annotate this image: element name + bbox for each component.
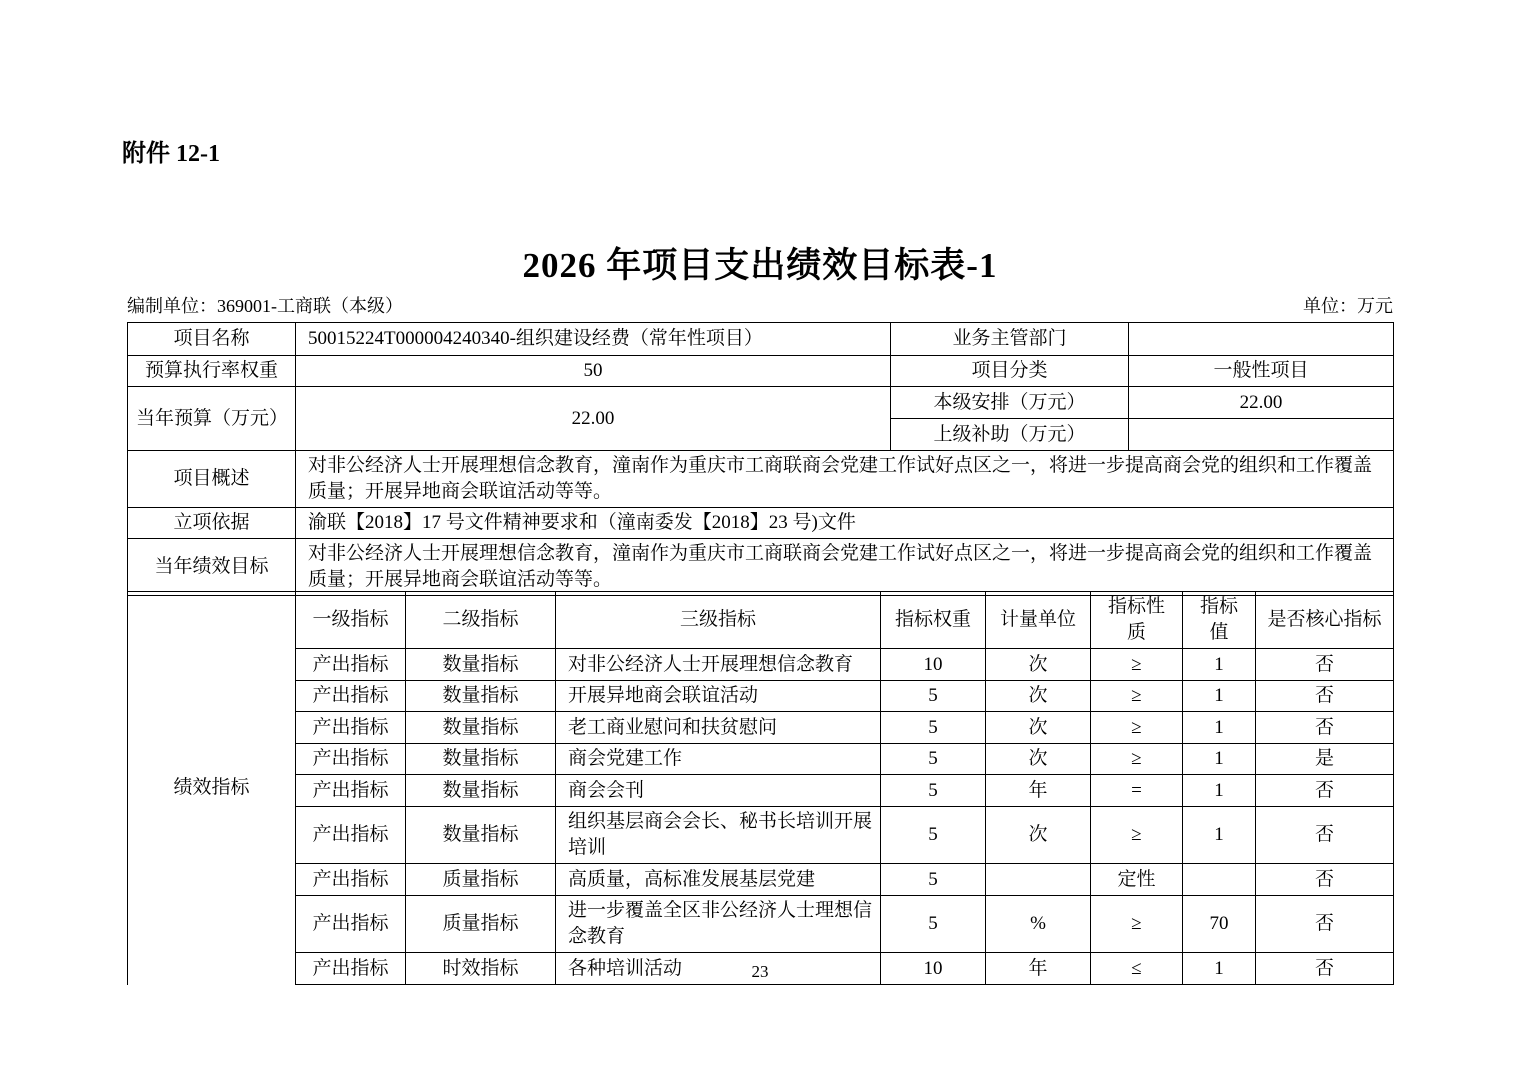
dept-value-cell (1129, 323, 1394, 356)
indicator-cell-level2: 数量指标 (406, 807, 556, 864)
local-arrange-value-cell: 22.00 (1129, 387, 1394, 419)
indicator-cell-weight: 5 (881, 744, 986, 775)
indicator-cell-value: 1 (1183, 681, 1256, 712)
basis-value-cell: 渝联【2018】17 号文件精神要求和（潼南委发【2018】23 号)文件 (296, 508, 1394, 539)
indicator-cell-level1: 产出指标 (296, 681, 406, 712)
header-cell-nature: 指标性质 (1091, 592, 1183, 649)
indicator-cell-level1: 产出指标 (296, 864, 406, 896)
indicator-cell-value: 70 (1183, 896, 1256, 953)
indicator-cell-level3: 进一步覆盖全区非公经济人士理想信念教育 (556, 896, 881, 953)
indicator-cell-level2: 数量指标 (406, 775, 556, 807)
indicator-cell-level3: 商会会刊 (556, 775, 881, 807)
upper-subsidy-label-cell: 上级补助（万元） (891, 419, 1129, 451)
budget-weight-label-cell: 预算执行率权重 (128, 356, 296, 387)
indicator-cell-nature: 定性 (1091, 864, 1183, 896)
upper-subsidy-value-cell (1129, 419, 1394, 451)
overview-label-cell: 项目概述 (128, 451, 296, 508)
project-name-label-cell: 项目名称 (128, 323, 296, 356)
header-cell-value: 指标值 (1183, 592, 1256, 649)
indicator-cell-nature: ≥ (1091, 744, 1183, 775)
page-number: 23 (751, 962, 769, 981)
indicator-cell-level1: 产出指标 (296, 896, 406, 953)
basis-label-cell: 立项依据 (128, 508, 296, 539)
indicator-row (128, 864, 1394, 896)
indicator-cell-weight: 5 (881, 807, 986, 864)
indicator-cell-nature: = (1091, 775, 1183, 807)
overview-value-cell: 对非公经济人士开展理想信念教育，潼南作为重庆市工商联商会党建工作试好点区之一，将进一步提高商会党的组织和工作覆盖质量；开展异地商会联谊活动等等。 (296, 451, 1394, 508)
indicator-cell-nature: ≥ (1091, 807, 1183, 864)
project-info-table (127, 322, 1394, 596)
indicator-row (128, 775, 1394, 807)
header-cell-core: 是否核心指标 (1256, 592, 1394, 649)
info-row-basis (128, 508, 1394, 539)
indicator-table (127, 591, 1394, 985)
indicator-cell-weight: 10 (881, 649, 986, 681)
indicator-cell-unit: 年 (986, 953, 1091, 985)
indicator-cell-level2: 质量指标 (406, 896, 556, 953)
header-cell-level1: 一级指标 (296, 592, 406, 649)
budget-weight-value-cell: 50 (296, 356, 891, 387)
indicator-cell-value: 1 (1183, 649, 1256, 681)
indicator-cell-unit: 次 (986, 681, 1091, 712)
indicator-cell-level3: 各种培训活动 (556, 953, 881, 985)
unit-note-label: 单位：万元 (1303, 296, 1393, 316)
header-cell-unit: 计量单位 (986, 592, 1091, 649)
indicator-row (128, 807, 1394, 864)
indicator-cell-unit: 次 (986, 807, 1091, 864)
indicator-cell-level3: 商会党建工作 (556, 744, 881, 775)
prepared-by-label: 编制单位：369001-工商联（本级） (127, 296, 403, 316)
indicator-cell-core: 否 (1256, 953, 1394, 985)
indicator-cell-weight: 5 (881, 864, 986, 896)
indicator-cell-level3: 老工商业慰问和扶贫慰问 (556, 712, 881, 744)
page-title: 2026 年项目支出绩效目标表-1 (522, 246, 998, 285)
indicator-cell-level1: 产出指标 (296, 953, 406, 985)
meta-row (127, 292, 1393, 318)
indicator-cell-core: 否 (1256, 807, 1394, 864)
indicator-row (128, 681, 1394, 712)
indicator-cell-core: 否 (1256, 681, 1394, 712)
indicator-section-label-cell: 绩效指标 (128, 592, 296, 985)
indicator-cell-unit: 次 (986, 712, 1091, 744)
indicator-cell-level1: 产出指标 (296, 649, 406, 681)
indicator-cell-weight: 10 (881, 953, 986, 985)
year-target-value-cell: 对非公经济人士开展理想信念教育，潼南作为重庆市工商联商会党建工作试好点区之一，将进一步提高商会党的组织和工作覆盖质量；开展异地商会联谊活动等等。 (296, 539, 1394, 596)
indicator-cell-level1: 产出指标 (296, 775, 406, 807)
indicator-cell-level1: 产出指标 (296, 807, 406, 864)
indicator-cell-nature: ≤ (1091, 953, 1183, 985)
info-row-project-name (128, 323, 1394, 356)
indicator-cell-core: 否 (1256, 864, 1394, 896)
indicator-row (128, 649, 1394, 681)
indicator-cell-unit: 次 (986, 649, 1091, 681)
indicator-cell-level2: 数量指标 (406, 681, 556, 712)
indicator-cell-weight: 5 (881, 712, 986, 744)
year-budget-value-cell: 22.00 (296, 387, 891, 451)
indicator-cell-value: 1 (1183, 953, 1256, 985)
indicator-cell-value: 1 (1183, 712, 1256, 744)
indicator-cell-value: 1 (1183, 807, 1256, 864)
indicator-cell-unit: 次 (986, 744, 1091, 775)
indicator-cell-nature: ≥ (1091, 712, 1183, 744)
header-cell-weight: 指标权重 (881, 592, 986, 649)
indicator-cell-nature: ≥ (1091, 896, 1183, 953)
indicator-cell-level2: 质量指标 (406, 864, 556, 896)
indicator-cell-unit (986, 864, 1091, 896)
indicator-cell-level2: 时效指标 (406, 953, 556, 985)
indicator-cell-nature: ≥ (1091, 649, 1183, 681)
local-arrange-label-cell: 本级安排（万元） (891, 387, 1129, 419)
year-target-label-cell: 当年绩效目标 (128, 539, 296, 596)
info-row-year-target (128, 539, 1394, 596)
indicator-cell-value: 1 (1183, 775, 1256, 807)
indicator-cell-level2: 数量指标 (406, 744, 556, 775)
indicator-cell-core: 否 (1256, 649, 1394, 681)
indicator-row (128, 896, 1394, 953)
indicator-cell-level2: 数量指标 (406, 649, 556, 681)
indicator-cell-core: 否 (1256, 896, 1394, 953)
indicator-cell-value (1183, 864, 1256, 896)
indicator-cell-unit: % (986, 896, 1091, 953)
indicator-cell-level3: 组织基层商会会长、秘书长培训开展培训 (556, 807, 881, 864)
attachment-label: 附件 12-1 (122, 141, 220, 167)
indicator-row (128, 744, 1394, 775)
indicator-cell-core: 否 (1256, 712, 1394, 744)
indicator-cell-level1: 产出指标 (296, 712, 406, 744)
category-label-cell: 项目分类 (891, 356, 1129, 387)
indicator-cell-value: 1 (1183, 744, 1256, 775)
indicator-cell-level2: 数量指标 (406, 712, 556, 744)
category-value-cell: 一般性项目 (1129, 356, 1394, 387)
indicator-header-row (128, 592, 1394, 649)
indicator-cell-level1: 产出指标 (296, 744, 406, 775)
header-cell-level3: 三级指标 (556, 592, 881, 649)
indicator-cell-weight: 5 (881, 896, 986, 953)
indicator-cell-core: 否 (1256, 775, 1394, 807)
indicator-cell-weight: 5 (881, 775, 986, 807)
indicator-cell-level3: 高质量，高标准发展基层党建 (556, 864, 881, 896)
indicator-row (128, 712, 1394, 744)
year-budget-label-cell: 当年预算（万元） (128, 387, 296, 451)
dept-label-cell: 业务主管部门 (891, 323, 1129, 356)
indicator-cell-nature: ≥ (1091, 681, 1183, 712)
header-cell-level2: 二级指标 (406, 592, 556, 649)
indicator-cell-unit: 年 (986, 775, 1091, 807)
info-row-year-budget-a (128, 387, 1394, 419)
indicator-cell-level3: 开展异地商会联谊活动 (556, 681, 881, 712)
indicator-cell-core: 是 (1256, 744, 1394, 775)
info-row-budget-weight (128, 356, 1394, 387)
project-name-value-cell: 50015224T000004240340-组织建设经费（常年性项目） (296, 323, 891, 356)
info-row-overview (128, 451, 1394, 508)
indicator-cell-level3: 对非公经济人士开展理想信念教育 (556, 649, 881, 681)
indicator-cell-weight: 5 (881, 681, 986, 712)
